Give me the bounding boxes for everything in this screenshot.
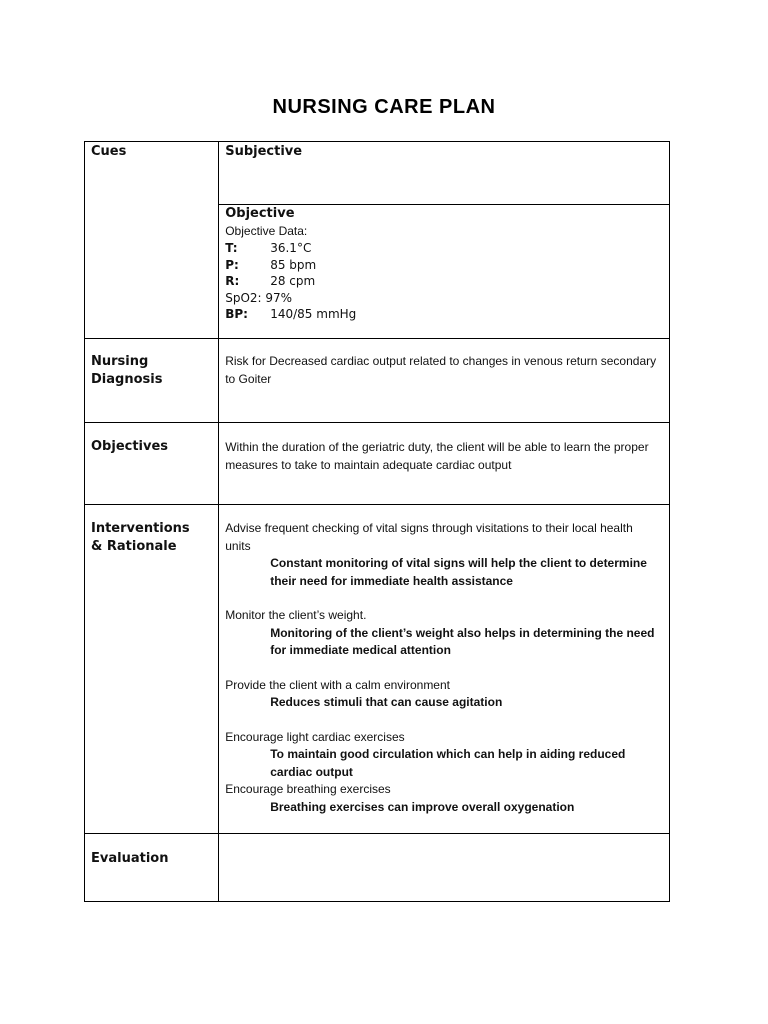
intervention-text: Advise frequent checking of vital signs through visitations to their local health units [225, 521, 633, 553]
interventions-cell [219, 505, 670, 834]
vital-spo2: SpO2: 97% [225, 290, 293, 305]
evaluation-label-cell [85, 834, 219, 902]
vital-blood-pressure [219, 306, 669, 323]
subjective-heading: Subjective [225, 144, 303, 159]
interventions-label: Interventions [91, 521, 190, 536]
objectives-label-cell [85, 423, 219, 505]
intervention-text: Provide the client with a calm environment [225, 677, 450, 692]
interventions-label: & Rationale [91, 539, 177, 554]
rationale-text: Reduces stimuli that can cause agitation [270, 695, 503, 709]
diagnosis-label: Diagnosis [91, 372, 163, 387]
vital-respiration [219, 273, 669, 290]
diagnosis-label-cell [85, 339, 219, 423]
cues-label: Cues [91, 144, 127, 159]
evaluation-row [85, 834, 670, 902]
vital-value: 85 bpm [270, 257, 317, 272]
rationale-text: Constant monitoring of vital signs will help the client to determine their need for immediate health assistance [270, 556, 647, 588]
rationale-text: Breathing exercises can improve overall oxygenation [270, 799, 575, 814]
objective-heading: Objective [225, 206, 295, 221]
vital-value: 140/85 mmHg [270, 307, 357, 322]
objective-data-label: Objective Data: [225, 224, 308, 238]
interventions-row [85, 505, 670, 834]
vital-value: 28 cpm [270, 274, 316, 289]
cues-subjective-row [85, 142, 670, 205]
intervention-text: Encourage light cardiac exercises [225, 729, 405, 744]
objectives-text: Within the duration of the geriatric duty, the client will be able to learn the proper measures to take to maintain adequate cardiac output [225, 440, 649, 472]
subjective-cell [219, 142, 670, 205]
cues-label-cell [85, 142, 219, 339]
diagnosis-text: Risk for Decreased cardiac output related to changes in venous return secondary to Goiter [225, 354, 657, 386]
diagnosis-cell [219, 339, 670, 423]
interventions-label-cell [85, 505, 219, 834]
objectives-row [85, 423, 670, 505]
vital-pulse [219, 257, 669, 274]
vital-temperature [219, 240, 669, 257]
diagnosis-label: Nursing [91, 354, 149, 369]
care-plan-table [84, 141, 670, 902]
vital-value: 36.1°C [270, 241, 312, 255]
intervention-text: Monitor the client’s weight. [225, 608, 367, 622]
rationale-text: To maintain good circulation which can help in aiding reduced cardiac output [270, 747, 626, 779]
intervention-text: Encourage breathing exercises [225, 782, 391, 796]
objectives-label: Objectives [91, 439, 169, 454]
evaluation-label: Evaluation [91, 851, 169, 866]
objective-cell [219, 205, 670, 339]
rationale-text: Monitoring of the client’s weight also helps in determining the need for immediate medical attention [270, 625, 655, 657]
diagnosis-row [85, 339, 670, 423]
vital-key: BP: [225, 307, 248, 322]
vital-key: R: [225, 274, 240, 289]
page-title: NURSING CARE PLAN [272, 96, 496, 118]
vital-key: T: [225, 241, 238, 255]
vital-key: P: [225, 257, 239, 272]
objectives-cell [219, 423, 670, 505]
evaluation-cell [219, 834, 670, 902]
